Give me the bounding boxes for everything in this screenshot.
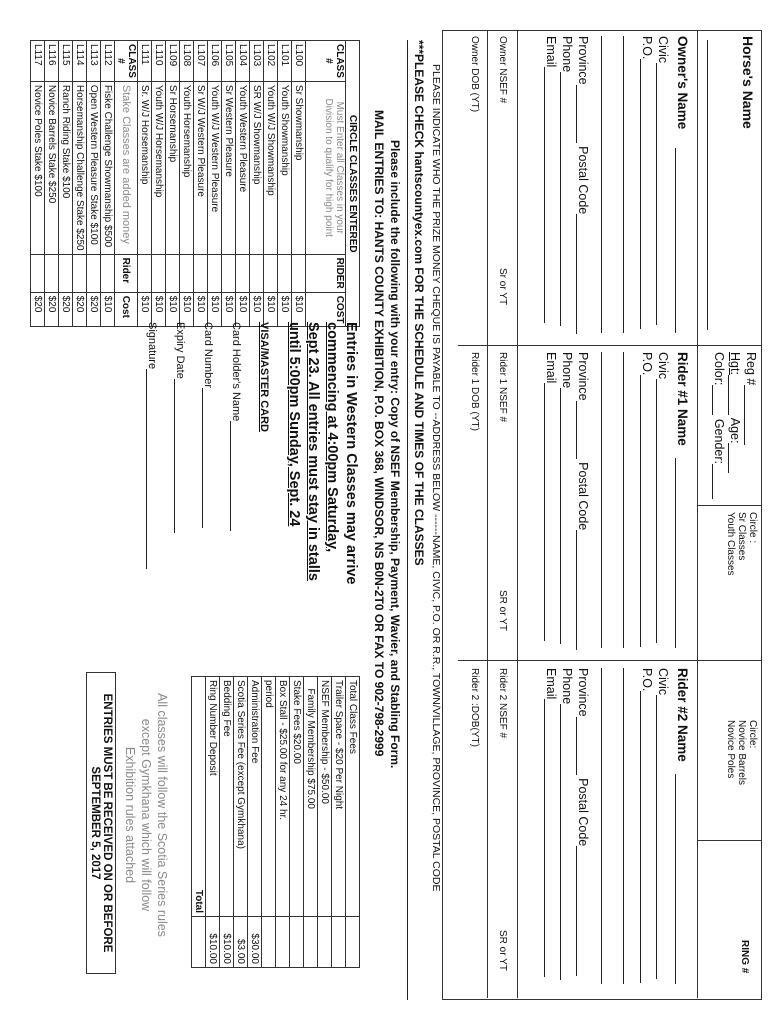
- rider1-dob[interactable]: Rider 1 DOB (YT): [469, 352, 480, 431]
- class-row[interactable]: [166, 41, 180, 327]
- fee-amount[interactable]: $3.00: [234, 917, 248, 968]
- rider1-name-field[interactable]: [675, 458, 676, 648]
- class-cost: $20: [59, 292, 73, 327]
- class-cost: $10: [264, 292, 278, 327]
- class-number: L104: [236, 41, 250, 82]
- class-cost: $20: [31, 292, 45, 327]
- class-cost: $10: [152, 292, 166, 327]
- rider-cell[interactable]: [166, 254, 180, 292]
- fee-amount[interactable]: $30.00: [248, 917, 262, 968]
- rider1-po-field[interactable]: P.O.: [640, 352, 654, 647]
- card-holder-field[interactable]: Card Holder's Name: [230, 322, 242, 531]
- class-row[interactable]: [236, 41, 250, 327]
- stake-class-row[interactable]: [87, 41, 101, 327]
- owner-name-field[interactable]: [675, 148, 676, 333]
- fee-amount[interactable]: [262, 917, 276, 968]
- schedule-check-notice: ***PLEASE CHECK hantscountyex.com FOR THE SCHEDULE AND TIMES OF THE CLASSES: [412, 40, 426, 566]
- stake-class-row[interactable]: [31, 41, 45, 327]
- stake-class-row[interactable]: [73, 41, 87, 327]
- class-number: L110: [152, 41, 166, 82]
- fee-amount[interactable]: [346, 917, 360, 968]
- rider-cell[interactable]: [222, 254, 236, 292]
- rules-note: All classes will follow the Scotia Series rules except Gymkhana which will follow Exhibition rules attached: [123, 693, 169, 937]
- horse-name-field[interactable]: [707, 40, 708, 330]
- rider1-name-label: Rider #1 Name: [675, 352, 690, 446]
- class-cost: $20: [87, 292, 101, 327]
- fee-row: [234, 677, 248, 968]
- rider2-po-field[interactable]: P.O.: [640, 668, 654, 983]
- rider1-phone-field[interactable]: Phone: [560, 352, 574, 644]
- reg-field[interactable]: Reg #: [744, 352, 758, 445]
- owner-email-field[interactable]: Email: [544, 36, 558, 323]
- class-cost: $10: [180, 292, 194, 327]
- class-row[interactable]: [152, 41, 166, 327]
- expiry-date-field[interactable]: Expiry Date: [174, 322, 186, 533]
- fee-row: [332, 677, 346, 968]
- rider-cell[interactable]: [152, 254, 166, 292]
- class-number: L114: [73, 41, 87, 82]
- fee-amount[interactable]: [276, 917, 290, 968]
- rider2-email-field[interactable]: Email: [544, 668, 558, 977]
- class-number: L111: [138, 41, 152, 82]
- rider-cell[interactable]: [180, 254, 194, 292]
- class-name: Ranch Riding Stake $100: [59, 81, 73, 254]
- fee-amount[interactable]: [332, 917, 346, 968]
- class-name: Youth Showmanship: [278, 81, 292, 254]
- fee-label: Ring Number Deposit: [206, 677, 220, 917]
- rider-cell[interactable]: [292, 254, 306, 292]
- prize-cheque-notice: PLEASE INDICATE WHO THE PRIZE MONEY CHEQUE IS PAYABLE TO --ADDRESS BELOW ------NAME, CIVIC, P.O. OR R.R., TOWN/VILLAGE, PROVINCE, POSTAL CODE: [430, 64, 442, 892]
- class-cost: $10: [292, 292, 306, 327]
- sr-classes-option[interactable]: Sr Classes: [736, 512, 747, 561]
- class-row[interactable]: [208, 41, 222, 327]
- class-row[interactable]: [264, 41, 278, 327]
- rider1-province-field[interactable]: Province Postal Code: [576, 352, 590, 650]
- fee-amount[interactable]: [318, 917, 332, 968]
- owner-name-label: Owner's Name: [675, 36, 690, 130]
- class-name: Novice Barrels Stake $250: [45, 81, 59, 254]
- circle-sr-youth: Circle : Sr Classes Youth Classes: [725, 512, 758, 576]
- rider1-sr-yt[interactable]: SR or YT: [497, 590, 508, 631]
- rider-cell[interactable]: [138, 254, 152, 292]
- class-row[interactable]: [222, 41, 236, 327]
- rider2-name-label: Rider #2 Name: [675, 668, 690, 762]
- fees-total-value[interactable]: [192, 917, 206, 968]
- owner-dob[interactable]: Owner DOB (YT): [469, 36, 480, 113]
- class-name: Sr Western Pleasure: [222, 81, 236, 254]
- class-cost: $10: [208, 292, 222, 327]
- classes-table: [30, 40, 360, 327]
- fee-row: [206, 677, 220, 968]
- youth-classes-option[interactable]: Youth Classes: [725, 512, 736, 576]
- include-notice: Please include the following with your entry: Copy of NSEF Membership, Payment, Wavier, and Stabling Form.: [388, 140, 402, 769]
- class-name: Youth W/J Showmanship: [264, 81, 278, 254]
- class-name: Fiske Challenge Showmanship $500: [101, 81, 115, 254]
- class-number: L102: [264, 41, 278, 82]
- class-number: L105: [222, 41, 236, 82]
- rider-cell[interactable]: [208, 254, 222, 292]
- class-name: Sr Horsemanship: [166, 81, 180, 254]
- stake-desc-header: Stake Classes are added money: [115, 81, 138, 254]
- class-cost: $10: [138, 292, 152, 327]
- fee-label: Stake Fees $20.00: [290, 677, 304, 917]
- class-number: L117: [31, 41, 45, 82]
- class-number: L112: [101, 41, 115, 82]
- class-name: Youth Horsemanship: [180, 81, 194, 254]
- class-cost: $10: [278, 292, 292, 327]
- rider2-phone-field[interactable]: Phone: [560, 668, 574, 980]
- class-number: L113: [87, 41, 101, 82]
- class-number: L116: [45, 41, 59, 82]
- stake-class-row[interactable]: [45, 41, 59, 327]
- rider-cell[interactable]: [264, 254, 278, 292]
- fee-label: Bedding Fee: [220, 677, 234, 917]
- fee-label: period: [262, 677, 276, 917]
- fee-row: [248, 677, 262, 968]
- fee-row: [304, 677, 318, 968]
- owner-civic-field[interactable]: Civic: [656, 36, 670, 325]
- class-number: L103: [250, 41, 264, 82]
- desc-col-header: Must Enter all Classes in your Division to qualify for high point: [306, 81, 346, 254]
- class-number: L115: [59, 41, 73, 82]
- fee-row: [290, 677, 304, 968]
- rider2-dob[interactable]: Rider 2 :DOB(YT): [469, 668, 480, 747]
- class-number: L101: [278, 41, 292, 82]
- rider1-email-field[interactable]: Email: [544, 352, 558, 641]
- rider-cell[interactable]: [31, 254, 45, 292]
- class-row[interactable]: [180, 41, 194, 327]
- fee-row: [318, 677, 332, 968]
- class-cost: $10: [222, 292, 236, 327]
- ring-number-label: RING #: [739, 940, 750, 974]
- owner-province-field[interactable]: Province Postal Code: [576, 36, 590, 334]
- deadline-box: ENTRIES MUST BE RECEIVED ON OR BEFORE SEPTEMBER 5, 2017: [86, 672, 116, 974]
- card-type-label: VISA/MASTER CARD: [258, 322, 270, 433]
- owner-po-field[interactable]: P.O.: [640, 36, 654, 329]
- stake-class-col-header: CLASS #: [115, 41, 138, 82]
- rider-cell[interactable]: [59, 254, 73, 292]
- horse-name-label: Horse's Name: [740, 36, 756, 129]
- class-cost: $10: [250, 292, 264, 327]
- class-cost: $10: [236, 292, 250, 327]
- rider-cell[interactable]: [194, 254, 208, 292]
- class-row[interactable]: [194, 41, 208, 327]
- class-name: Novice Poles Stake $100: [31, 81, 45, 254]
- owner-phone-field[interactable]: Phone: [560, 36, 574, 326]
- novice-barrels-option[interactable]: Novice Barrels: [736, 720, 747, 786]
- class-number: L109: [166, 41, 180, 82]
- class-number: L107: [194, 41, 208, 82]
- class-number: L106: [208, 41, 222, 82]
- rider1-civic-field[interactable]: Civic: [656, 352, 670, 643]
- class-col-header: CLASS #: [306, 41, 346, 82]
- fee-amount[interactable]: $10.00: [206, 917, 220, 968]
- rider2-name-field[interactable]: [675, 774, 676, 984]
- class-row[interactable]: [138, 41, 152, 327]
- class-name: Open Western Pleasure Stake $100: [87, 81, 101, 254]
- fee-row: [276, 677, 290, 968]
- stake-cost-header: Cost: [115, 292, 138, 327]
- class-name: Sr W/J Western Pleasure: [194, 81, 208, 254]
- rider2-nsef-label[interactable]: Rider 2 NSEF #: [497, 668, 508, 739]
- stake-rider-header: Rider: [115, 254, 138, 292]
- card-number-field[interactable]: Card Number: [202, 322, 214, 528]
- class-cost: $10: [166, 292, 180, 327]
- class-cost: $20: [73, 292, 87, 327]
- hgt-age-field[interactable]: Hgt: Age:: [728, 352, 742, 473]
- fee-row: [346, 677, 360, 968]
- rider-col-header: RIDER: [306, 254, 346, 292]
- color-gender-field[interactable]: Color: Gender:: [712, 352, 726, 499]
- fee-row: [262, 677, 276, 968]
- owner-nsef-label[interactable]: Owner NSEF #: [497, 36, 508, 104]
- class-row[interactable]: [292, 41, 306, 327]
- rider-cell[interactable]: [87, 254, 101, 292]
- fee-label: Administration Fee: [248, 677, 262, 917]
- rider-cell[interactable]: [101, 254, 115, 292]
- fees-total-label: Total: [192, 677, 206, 917]
- stake-class-row[interactable]: [59, 41, 73, 327]
- fee-label: Total Class Fees: [346, 677, 360, 917]
- class-name: Sr. W/J Horsemanship: [138, 81, 152, 254]
- fee-row: [220, 677, 234, 968]
- fee-amount[interactable]: [304, 917, 318, 968]
- rider1-nsef-label[interactable]: Rider 1 NSEF #: [497, 352, 508, 423]
- class-number: L100: [292, 41, 306, 82]
- rider2-sr-yt[interactable]: SR or YT: [497, 930, 508, 971]
- fees-table: [191, 676, 360, 968]
- fee-label: Box Stall - $25.00 for any 24 hr.: [276, 677, 290, 917]
- stake-class-row[interactable]: [101, 41, 115, 327]
- class-cost: $10: [101, 292, 115, 327]
- circle-novice: Circle: Novice Barrels Novice Poles: [725, 720, 758, 786]
- info-box: [442, 30, 762, 1000]
- rider-cell[interactable]: [250, 254, 264, 292]
- class-name: Youth W/J Western Pleasure: [208, 81, 222, 254]
- mail-notice: MAIL ENTRIES TO: HANTS COUNTY EXHIBITION, P.O. BOX 368, WINDSOR, NS B0N-2T0 OR FAX TO 902-798-2999: [372, 110, 386, 757]
- class-cost: $10: [194, 292, 208, 327]
- rider-cell[interactable]: [45, 254, 59, 292]
- class-name: Youth Western Pleasure: [236, 81, 250, 254]
- signature-field[interactable]: Signature: [146, 322, 158, 569]
- entries-arrival-note: Entries in Western Classes may arrive commencing at 4:00pm Saturday, Sept 23. All entries must stay in stalls until 5:00pm Sunday, Sept. 24: [286, 322, 359, 585]
- class-number: L108: [180, 41, 194, 82]
- fee-label: Scotia Series Fee (except Gymkhana): [234, 677, 248, 917]
- fee-amount[interactable]: [290, 917, 304, 968]
- rider-cell[interactable]: [236, 254, 250, 292]
- class-row[interactable]: [278, 41, 292, 327]
- fee-label: Trailer Space - $20 Per Night: [332, 677, 346, 917]
- rider2-civic-field[interactable]: Civic: [656, 668, 670, 979]
- fee-amount[interactable]: $10.00: [220, 917, 234, 968]
- class-row[interactable]: [250, 41, 264, 327]
- rider2-province-field[interactable]: Province Postal Code: [576, 668, 590, 976]
- fee-label: NSEF Membership - $50.00: [318, 677, 332, 917]
- rider-cell[interactable]: [278, 254, 292, 292]
- class-name: Horsemanship Challenge Stake $250: [73, 81, 87, 254]
- fee-label: Family Membership $75.00: [304, 677, 318, 917]
- class-name: Sr Showmanship: [292, 81, 306, 254]
- classes-title: CIRCLE CLASSES ENTERED: [346, 41, 360, 327]
- novice-poles-option[interactable]: Novice Poles: [725, 720, 736, 779]
- rider-cell[interactable]: [73, 254, 87, 292]
- cost-col-header: COST: [306, 292, 346, 327]
- owner-sr-yt[interactable]: Sr or YT: [497, 268, 508, 306]
- class-cost: $20: [45, 292, 59, 327]
- class-name: Youth W/J Horsemanship: [152, 81, 166, 254]
- class-name: SR W/J Showmanship: [250, 81, 264, 254]
